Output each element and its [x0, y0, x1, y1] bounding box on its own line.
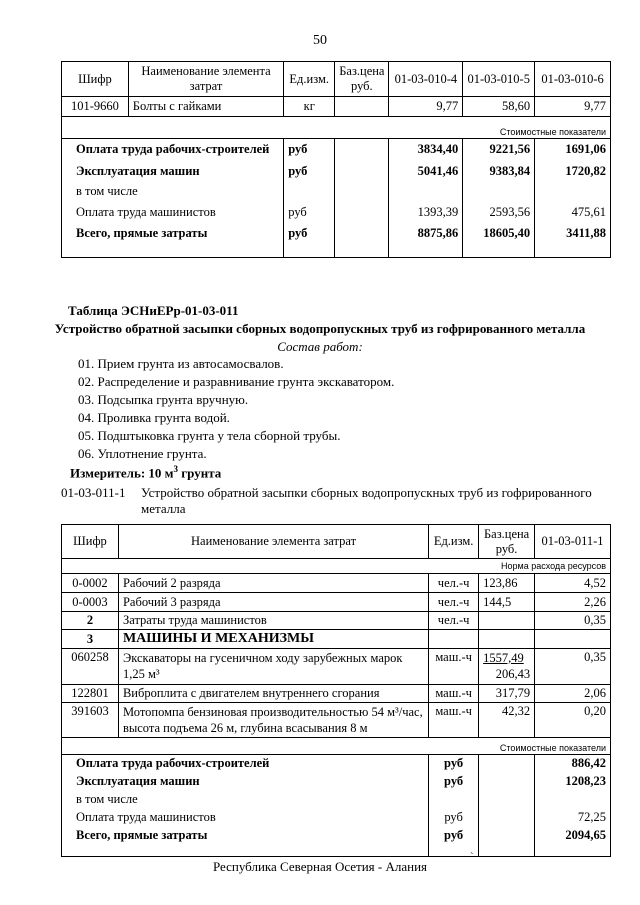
norm-label: Норма расхода ресурсов	[62, 559, 611, 574]
row-name: Затраты труда машинистов	[118, 612, 428, 630]
total-v3: 475,61	[535, 201, 611, 225]
row-name: Виброплита с двигателем внутреннего сгорания	[118, 685, 428, 703]
table2-header-price: Баз.цена руб.	[479, 525, 535, 559]
empty-cell	[479, 630, 535, 649]
table-row	[62, 593, 611, 612]
table1-header-unit: Ед.изм.	[284, 62, 335, 97]
row-price	[479, 649, 535, 685]
empty-cell	[535, 791, 611, 809]
total-unit: руб	[284, 139, 335, 161]
empty-cell	[335, 182, 389, 201]
row-code: 0-0003	[62, 593, 119, 612]
table-row	[62, 685, 611, 703]
row-value: 0,20	[535, 703, 611, 738]
measure-sup: 3	[173, 464, 179, 474]
total-name: Оплата труда рабочих-строителей	[62, 755, 429, 773]
cost-label: Стоимостные показатели	[62, 117, 611, 139]
empty-cell	[479, 809, 535, 827]
table-row	[62, 703, 611, 738]
total-unit: руб	[284, 225, 335, 258]
empty-cell	[479, 755, 535, 773]
row-name: МАШИНЫ И МЕХАНИЗМЫ	[118, 630, 428, 649]
total-row	[62, 755, 611, 773]
table1-header-name: Наименование элемента затрат	[128, 62, 283, 97]
table1-header-price: Баз.цена руб.	[335, 62, 389, 97]
total-name: в том числе	[62, 791, 429, 809]
row-name: Рабочий 3 разряда	[118, 593, 428, 612]
total-v1: 8875,86	[389, 225, 463, 258]
work-item: 05. Подштыковка грунта у тела сборной трубы.	[78, 428, 341, 443]
row-unit: чел.-ч	[429, 612, 479, 630]
row-value: 0,35	[535, 649, 611, 685]
table-row	[62, 630, 611, 649]
row-value: 2,26	[535, 593, 611, 612]
cost-label-row	[62, 738, 611, 755]
total-name: Оплата труда машинистов	[62, 201, 284, 225]
total-row	[62, 225, 611, 258]
total-name: Эксплуатация машин	[62, 161, 284, 182]
table2-header-row	[62, 525, 611, 559]
total-row	[62, 827, 611, 857]
row-price	[335, 97, 389, 117]
row-name: Болты с гайками	[128, 97, 283, 117]
table2-header-code: Шифр	[62, 525, 119, 559]
row-price: 317,79	[479, 685, 535, 703]
total-v1: 5041,46	[389, 161, 463, 182]
row-name: Мотопомпа бензиновая производительностью 54 м³/час, высота подъема 26 м, глубина всасывания 8 м	[118, 703, 428, 738]
total-value: 886,42	[535, 755, 611, 773]
total-unit: руб	[284, 201, 335, 225]
table2-header-name: Наименование элемента затрат	[118, 525, 428, 559]
row-unit: чел.-ч	[429, 593, 479, 612]
table1-header-col3: 01-03-010-6	[535, 62, 611, 97]
norm-label-row	[62, 559, 611, 574]
table-title: Таблица ЭСНиЕРр-01-03-011	[68, 303, 239, 318]
total-row	[62, 182, 611, 201]
footer-mark: `	[470, 851, 474, 863]
empty-cell	[429, 630, 479, 649]
row-code: 060258	[62, 649, 119, 685]
row-price: 42,32	[479, 703, 535, 738]
row-name: Рабочий 2 разряда	[118, 574, 428, 593]
row-value: 2,06	[535, 685, 611, 703]
row-price	[479, 612, 535, 630]
row-code: 391603	[62, 703, 119, 738]
table-row	[62, 612, 611, 630]
table2-header-unit: Ед.изм.	[429, 525, 479, 559]
measure-unit	[70, 464, 221, 481]
total-unit: руб	[284, 161, 335, 182]
work-code: 01-03-011-1	[61, 485, 126, 500]
row-name: Экскаваторы на гусеничном ходу зарубежных марок 1,25 м³	[118, 649, 428, 685]
table1-header-row	[62, 62, 611, 97]
table-subtitle: Устройство обратной засыпки сборных водопропускных труб из гофрированного металла	[54, 321, 586, 336]
row-price-secondary: 206,43	[495, 667, 531, 681]
page-number: 50	[313, 33, 327, 48]
measure-label: Измеритель: 10 м	[70, 465, 174, 481]
empty-cell	[479, 791, 535, 809]
table1-header-col1: 01-03-010-4	[389, 62, 463, 97]
total-v1: 3834,40	[389, 139, 463, 161]
row-unit: маш.-ч	[429, 685, 479, 703]
page-footer: Республика Северная Осетия - Алания	[212, 859, 428, 874]
empty-cell	[535, 630, 611, 649]
empty-cell	[284, 182, 335, 201]
total-row	[62, 161, 611, 182]
table-row	[62, 649, 611, 685]
total-row	[62, 773, 611, 791]
row-code: 0-0002	[62, 574, 119, 593]
row-unit: кг	[284, 97, 335, 117]
total-name: Оплата труда машинистов	[62, 809, 429, 827]
total-row	[62, 791, 611, 809]
total-unit: руб	[429, 809, 479, 827]
row-code: 122801	[62, 685, 119, 703]
total-unit: руб	[429, 773, 479, 791]
total-v3: 1720,82	[535, 161, 611, 182]
row-price: 123,86	[479, 574, 535, 593]
row-value: 4,52	[535, 574, 611, 593]
empty-cell	[335, 161, 389, 182]
row-code: 101-9660	[62, 97, 129, 117]
row-value: 0,35	[535, 612, 611, 630]
total-unit: руб	[429, 827, 479, 857]
row-value-3: 9,77	[535, 97, 611, 117]
row-unit: маш.-ч	[429, 703, 479, 738]
resource-table-2	[61, 524, 611, 857]
total-name: Всего, прямые затраты	[62, 225, 284, 258]
table-row	[62, 574, 611, 593]
empty-cell	[535, 182, 611, 201]
empty-cell	[389, 182, 463, 201]
work-code-desc: Устройство обратной засыпки сборных водопропускных труб из гофрированного металла	[141, 485, 592, 516]
work-item: 06. Уплотнение грунта.	[78, 446, 207, 461]
resource-table-1	[61, 61, 611, 258]
total-name: Оплата труда рабочих-строителей	[62, 139, 284, 161]
work-item: 04. Проливка грунта водой.	[78, 410, 230, 425]
row-value-2: 58,60	[463, 97, 535, 117]
empty-cell	[463, 182, 535, 201]
row-unit: чел.-ч	[429, 574, 479, 593]
row-price: 144,5	[479, 593, 535, 612]
row-price-main: 1557,49	[483, 651, 524, 665]
composition-label: Состав работ:	[277, 339, 363, 354]
table1-header-code: Шифр	[62, 62, 129, 97]
cost-label: Стоимостные показатели	[62, 738, 611, 755]
empty-cell	[429, 791, 479, 809]
empty-cell	[335, 201, 389, 225]
total-v3: 3411,88	[535, 225, 611, 258]
total-row	[62, 201, 611, 225]
table2-header-col1: 01-03-011-1	[535, 525, 611, 559]
work-item: 03. Подсыпка грунта вручную.	[78, 392, 249, 407]
total-v3: 1691,06	[535, 139, 611, 161]
total-v2: 2593,56	[463, 201, 535, 225]
row-unit: маш.-ч	[429, 649, 479, 685]
total-name: в том числе	[62, 182, 284, 201]
row-code: 2	[62, 612, 119, 630]
total-value: 72,25	[535, 809, 611, 827]
total-value: 2094,65	[535, 827, 611, 857]
total-name: Всего, прямые затраты	[62, 827, 429, 857]
table1-header-col2: 01-03-010-5	[463, 62, 535, 97]
total-v2: 18605,40	[463, 225, 535, 258]
measure-tail: грунта	[178, 465, 222, 481]
row-code: 3	[62, 630, 119, 649]
work-item: 02. Распределение и разравнивание грунта экскаватором.	[78, 374, 395, 389]
cost-label-row	[62, 117, 611, 139]
table-row	[62, 97, 611, 117]
empty-cell	[335, 139, 389, 161]
empty-cell	[479, 827, 535, 857]
total-v1: 1393,39	[389, 201, 463, 225]
empty-cell	[335, 225, 389, 258]
total-v2: 9383,84	[463, 161, 535, 182]
total-name: Эксплуатация машин	[62, 773, 429, 791]
total-v2: 9221,56	[463, 139, 535, 161]
total-row	[62, 809, 611, 827]
total-value: 1208,23	[535, 773, 611, 791]
work-item: 01. Прием грунта из автосамосвалов.	[78, 356, 284, 371]
total-unit: руб	[429, 755, 479, 773]
row-value-1: 9,77	[389, 97, 463, 117]
empty-cell	[479, 773, 535, 791]
total-row	[62, 139, 611, 161]
